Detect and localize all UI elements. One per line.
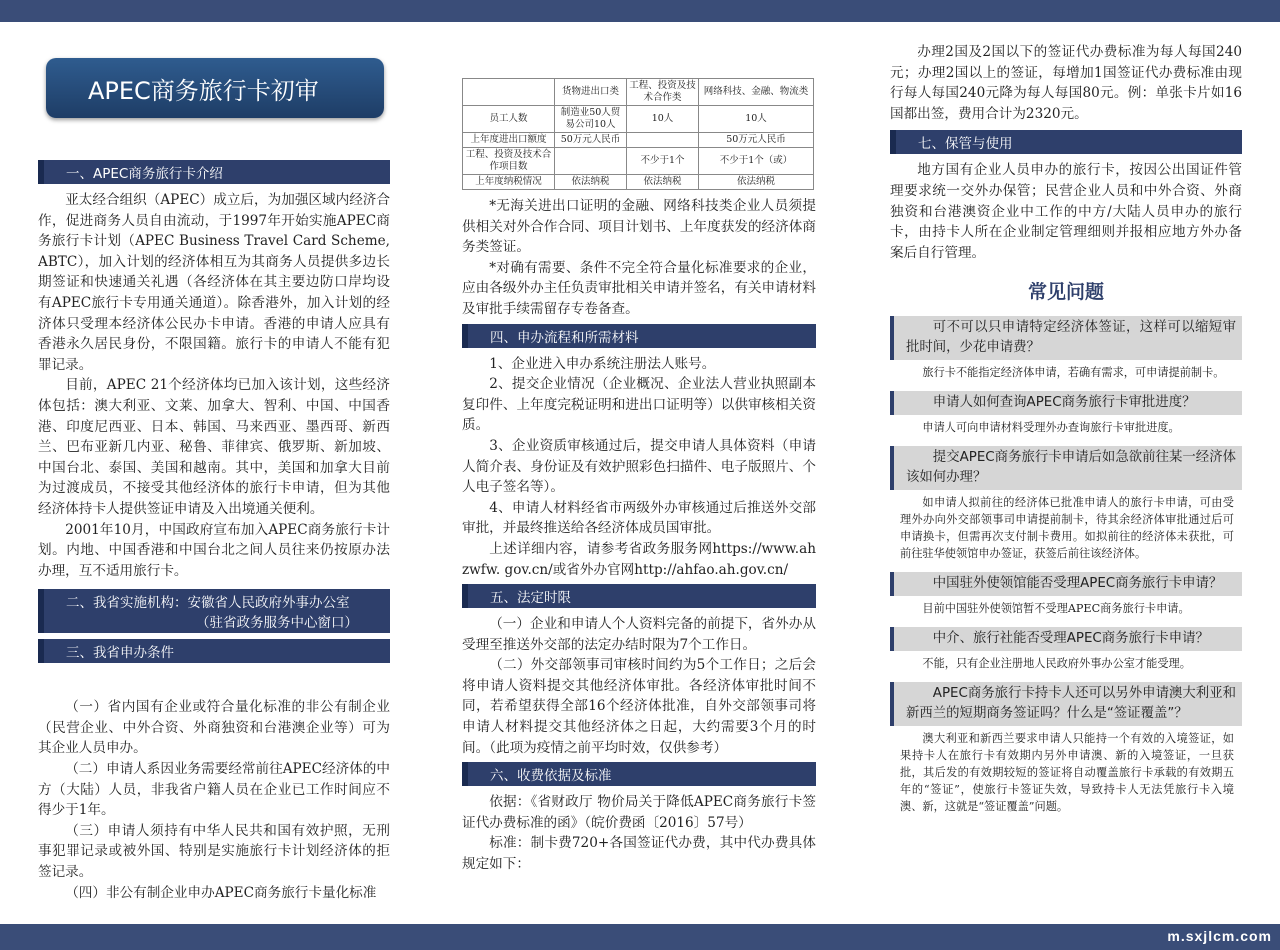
table-cell: 上年度纳税情况 [463,175,555,190]
table-cell: 工程、投资及技术合作类 [627,79,699,106]
faq-question: APEC商务旅行卡持卡人还可以另外申请澳大利亚和新西兰的短期商务签证吗？什么是“签证覆盖”？ [890,682,1242,726]
section-heading-custody: 七、保管与使用 [890,130,1242,154]
section-heading-line: （驻省政务服务中心窗口） [196,615,358,632]
column-middle [462,30,816,920]
paragraph: （四）非公有制企业申办APEC商务旅行卡量化标准 [65,884,377,901]
section-heading-agency [38,589,390,633]
faq-question: 申请人如何查询APEC商务旅行卡审批进度？ [890,391,1242,415]
table-cell: 上年度进出口额度 [463,133,555,148]
paragraph: （一）省内国有企业或符合量化标准的非公有制企业（民营企业、中外合资、外商独资和台港澳企业等）可为其企业人员申办。 [38,699,390,757]
faq-answer: 如申请人拟前往的经济体已批准申请人的旅行卡申请，可由受理外办向外交部领事司申请提前制卡，待其余经济体审批通过后可申请换卡，但需再次支付制卡费用。如拟前往的经济体未获批，可前往驻华使领馆申办签证，获签后前往该经济体。 [900,496,1234,561]
section-heading-intro: 一、APEC商务旅行卡介绍 [38,160,390,184]
page-title: APEC商务旅行卡初审 [46,58,384,118]
paragraph: 2、提交企业情况（企业概况、企业法人营业执照副本复印件、上年度完税证明和进出口证明等）以供审核相关资质。 [462,376,816,434]
table-cell: 网络科技、金融、物流类 [699,79,814,106]
paragraph: 1、企业进入申办系统注册法人账号。 [489,355,716,372]
paragraph: （二）申请人系因业务需要经常前往APEC经济体的中方（大陆）人员，非我省户籍人员在企业已工作时间应不得少于1年。 [38,761,390,819]
table-cell: 10人 [699,106,814,133]
table-cell: 依法纳税 [555,175,627,190]
quantitative-standard-table [462,78,814,190]
faq-answer: 旅行卡不能指定经济体申请，若确有需求，可申请提前制卡。 [922,366,1225,380]
faq-question: 中介、旅行社能否受理APEC商务旅行卡申请？ [890,627,1242,651]
paragraph: *无海关进出口证明的金融、网络科技类企业人员须提供相关对外合作合同、项目计划书、上年度获发的经济体商务类签证。 [462,198,816,256]
table-cell: 50万元人民币 [699,133,814,148]
paragraph: 2001年10月，中国政府宣布加入APEC商务旅行卡计划。内地、中国香港和中国台北之间人员往来仍按原办法办理，互不适用旅行卡。 [38,521,390,579]
table-cell: 10人 [627,106,699,133]
paragraph: 4、申请人材料经省市两级外办审核通过后推送外交部审批，并最终推送给各经济体成员国审批。 [462,499,816,537]
paragraph: 标准：制卡费720+各国签证代办费，其中代办费具体规定如下： [462,835,816,873]
table-row [463,106,814,133]
table-row [463,79,814,106]
table-row [463,133,814,148]
paragraph: 地方国有企业人员申办的旅行卡，按因公出国证件管理要求统一交外办保管；民营企业人员和中外合资、外商独资和台港澳资企业中工作的中方/大陆人员申办的旅行卡，由持卡人所在企业制定管理细则并报相应地方外办备案后自行管理。 [890,162,1242,261]
faq-question: 可不可以只申请特定经济体签证，这样可以缩短审批时间，少花申请费？ [890,316,1242,360]
table-row [463,175,814,190]
table-cell: 制造业50人贸易公司10人 [555,106,627,133]
section-heading-line: 二、我省实施机构：安徽省人民政府外事办公室 [66,595,350,612]
section-heading-time-limit: 五、法定时限 [462,584,816,608]
faq-answer: 不能，只有企业注册地人民政府外事办公室才能受理。 [922,657,1191,671]
table-cell: 员工人数 [463,106,555,133]
table-cell: 工程、投资及技术合作项目数 [463,148,555,175]
paragraph: 办理2国及2国以下的签证代办费标准为每人每国240元；办理2国以上的签证，每增加1国签证代办费标准由现行每人每国240元降为每人每国80元。例：单张卡片如16国都出签，费用合计为2320元。 [890,44,1242,122]
table-cell [463,79,555,106]
table-cell: 50万元人民币 [555,133,627,148]
paragraph: 上述详细内容，请参考省政务服务网https://www.ahzwfw. gov.cn/或省外办官网http://ahfao.ah.gov.cn/ [462,540,816,578]
paragraph: （三）申请人须持有中华人民共和国有效护照，无刑事犯罪记录或被外国、特别是实施旅行卡计划经济体的拒签记录。 [38,822,390,881]
paragraph: *对确有需要、条件不完全符合量化标准要求的企业，应由各级外办主任负责审批相关申请并签名，有关申请材料及审批手续需留存专卷备查。 [462,259,816,317]
table-cell [555,148,627,175]
faq-title: 常见问题 [1027,281,1104,304]
column-left [38,30,390,920]
table-cell: 不少于1个 [627,148,699,175]
table-cell: 货物进出口类 [555,79,627,106]
faq-question: 中国驻外使领馆能否受理APEC商务旅行卡申请？ [890,572,1242,596]
section-heading-fees: 六、收费依据及标准 [462,762,816,786]
section-heading-conditions: 三、我省申办条件 [38,639,390,663]
faq-answer: 目前中国驻外使领馆暂不受理APEC商务旅行卡申请。 [922,602,1190,616]
table-row [463,148,814,175]
watermark: m.sxjlcm.com [1167,928,1272,944]
paragraph: 目前，APEC 21个经济体均已加入该计划，这些经济体包括：澳大利亚、文莱、加拿大、智利、中国、中国香港、印度尼西亚、日本、韩国、马来西亚、墨西哥、新西兰、巴布亚新几内亚、秘鲁、菲律宾、俄罗斯、新加坡、中国台北、泰国、美国和越南。其中，美国和加拿大目前为过渡成员，不接受其他经济体的旅行卡申请，但为其他经济体持卡人提供签证申请及入出境通关便利。 [38,377,390,517]
bottom-banner [0,924,1280,950]
paragraph: 依据：《省财政厅 物价局关于降低APEC商务旅行卡签证代办费标准的函》（皖价费函〔2016〕57号） [462,794,816,831]
column-right [890,30,1242,920]
table-cell: 依法纳税 [699,175,814,190]
faq-answer: 澳大利亚和新西兰要求申请人只能持一个有效的入境签证，如果持卡人在旅行卡有效期内另外申请澳、新的入境签证，一旦获批，其后发的有效期较短的签证将自动覆盖旅行卡承载的有效期五年的“签证”，使旅行卡签证失效，导致持卡人无法凭旅行卡入境澳、新，这就是“签证覆盖”问题。 [900,732,1234,814]
faq-question: 提交APEC商务旅行卡申请后如急欲前往某一经济体该如何办理？ [890,446,1242,490]
table-cell: 依法纳税 [627,175,699,190]
paragraph: （二）外交部领事司审核时间约为5个工作日；之后会将申请人资料提交其他经济体审批。各经济体审批时间不同，若希望获得全部16个经济体批准，自外交部领事司将申请人材料提交其他经济体之日起，大约需要3个月的时间。（此项为疫情之前平均时效，仅供参考） [462,657,816,756]
top-banner [0,0,1280,22]
faq-answer: 申请人可向申请材料受理外办查询旅行卡审批进度。 [922,421,1180,435]
paragraph: 亚太经合组织（APEC）成立后，为加强区域内经济合作，促进商务人员自由流动，于1997年开始实施APEC商务旅行卡计划（APEC Business Travel Card Scheme, ABTC），加入计划的经济体相互为其商务人员提供多边长期签证和快速通关礼遇（各经济体在其主要边防口岸均设有APEC旅行卡专用通关通道）。除香港外，加入计划的经济体只受理本经济体公民办卡申请。香港的申请人应具有香港永久居民身份，不限国籍。旅行卡的申请人不能有犯罪记录。 [38,192,390,373]
table-cell [627,133,699,148]
paragraph: （一）企业和申请人个人资料完备的前提下，省外办从受理至推送外交部的法定办结时限为7个工作日。 [462,616,816,653]
paragraph: 3、企业资质审核通过后，提交申请人具体资料（申请人简介表、身份证及有效护照彩色扫描件、电子版照片、个人电子签名等）。 [462,437,816,496]
section-heading-process: 四、申办流程和所需材料 [462,324,816,348]
table-cell: 不少于1个（或） [699,148,814,175]
